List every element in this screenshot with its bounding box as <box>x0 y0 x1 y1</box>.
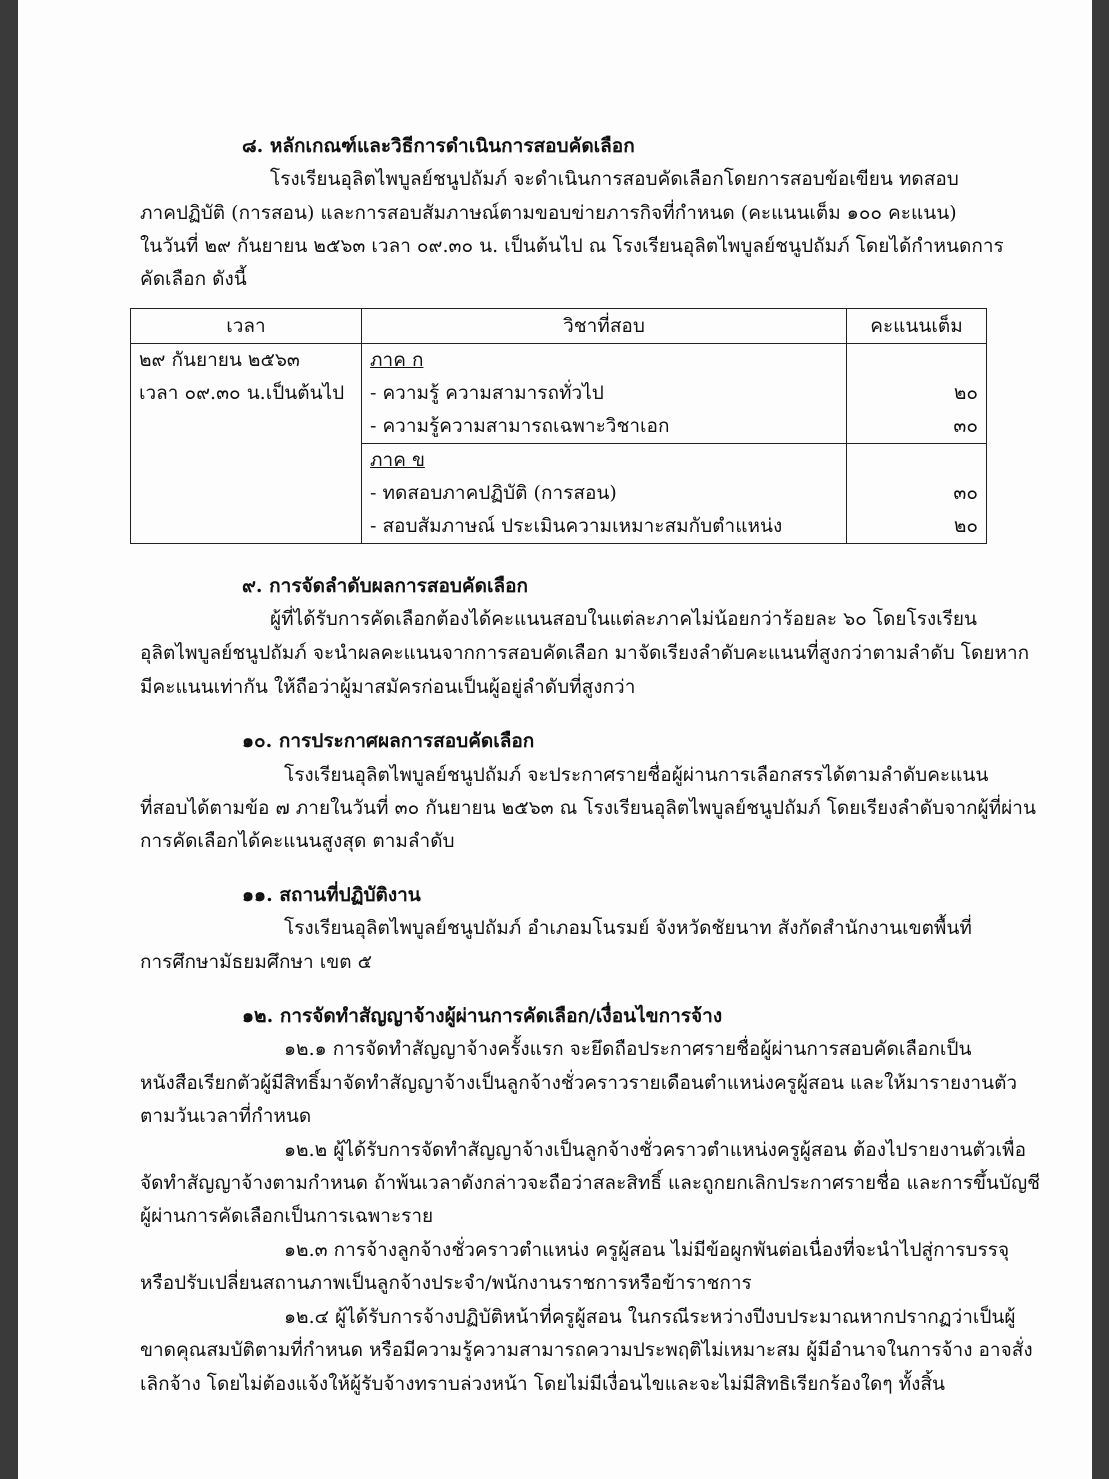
part-b-subject: - ทดสอบภาคปฏิบัติ (การสอน) <box>370 482 617 504</box>
section-12-line: ผู้ผ่านการคัดเลือกเป็นการเฉพาะราย <box>140 1205 434 1227</box>
header-subject: วิชาที่สอบ <box>362 309 847 344</box>
part-a-subject: - ความรู้ความสามารถเฉพาะวิชาเอก <box>370 415 670 437</box>
section-12-line: เลิกจ้าง โดยไม่ต้องแจ้งให้ผู้รับจ้างทราบล่วงหน้า โดยไม่มีเงื่อนไขและจะไม่มีสิทธิเรียกร้องใดๆ ทั้งสิ้น <box>140 1373 945 1395</box>
section-8-heading: ๘. หลักเกณฑ์และวิธีการดำเนินการสอบคัดเลือก <box>242 135 635 157</box>
document-page <box>18 0 1092 1479</box>
section-8-line: โรงเรียนอุลิตไพบูลย์ชนูปถัมภ์ จะดำเนินการสอบคัดเลือกโดยการสอบข้อเขียน ทดสอบ <box>270 168 959 190</box>
section-12-line: ๑๒.๑ การจัดทำสัญญาจ้างครั้งแรก จะยึดถือประกาศรายชื่อผู้ผ่านการสอบคัดเลือกเป็น <box>284 1038 972 1060</box>
section-12-line: จัดทำสัญญาจ้างตามกำหนด ถ้าพ้นเวลาดังกล่าวจะถือว่าสละสิทธิ์ และถูกยกเลิกประกาศรายชื่อ และการขึ้นบัญชี <box>140 1172 1041 1194</box>
section-9-line: อุลิตไพบูลย์ชนูปถัมภ์ จะนำผลคะแนนจากการสอบคัดเลือก มาจัดเรียงลำดับคะแนนที่สูงกว่าตามลำดับ โดยหาก <box>140 642 1030 664</box>
exam-schedule-table <box>130 308 987 544</box>
section-10-heading: ๑๐. การประกาศผลการสอบคัดเลือก <box>242 730 535 752</box>
score-cell-b <box>847 444 987 544</box>
part-a-title: ภาค ก <box>370 349 424 371</box>
section-11-heading: ๑๑. สถานที่ปฏิบัติงาน <box>242 884 421 906</box>
part-b-score: ๓๐ <box>953 482 978 504</box>
section-12-line: ๑๒.๔ ผู้ได้รับการจ้างปฏิบัติหน้าที่ครูผู้สอน ในกรณีระหว่างปีงบประมาณหากปรากฏว่าเป็นผู้ <box>284 1306 1016 1328</box>
time-cell <box>131 344 362 544</box>
section-8-line: ภาคปฏิบัติ (การสอน) และการสอบสัมภาษณ์ตามขอบข่ายภารกิจที่กำหนด (คะแนนเต็ม ๑๐๐ คะแนน) <box>140 202 957 224</box>
section-8-line: คัดเลือก ดังนี้ <box>140 268 247 290</box>
section-11-line: การศึกษามัธยมศึกษา เขต ๕ <box>140 951 372 973</box>
part-a-score: ๓๐ <box>953 415 978 437</box>
part-a-subject: - ความรู้ ความสามารถทั่วไป <box>370 382 604 404</box>
section-10-line: ที่สอบได้ตามข้อ ๗ ภายในวันที่ ๓๐ กันยายน ๒๕๖๓ ณ โรงเรียนอุลิตไพบูลย์ชนูปถัมภ์ โดยเรียงลำดับจากผู้ที่ผ่าน <box>140 797 1036 819</box>
section-8-line: ในวันที่ ๒๙ กันยายน ๒๕๖๓ เวลา ๐๙.๓๐ น. เป็นต้นไป ณ โรงเรียนอุลิตไพบูลย์ชนูปถัมภ์ โดยได้กำหนดการ <box>140 235 1004 257</box>
subject-cell-b <box>362 444 847 544</box>
section-12-line: ขาดคุณสมบัติตามที่กำหนด หรือมีความรู้ความสามารถความประพฤติไม่เหมาะสม ผู้มีอำนาจในการจ้าง อาจสั่ง <box>140 1339 1033 1361</box>
section-12-line: ๑๒.๒ ผู้ได้รับการจัดทำสัญญาจ้างเป็นลูกจ้างชั่วคราวตำแหน่งครูผู้สอน ต้องไปรายงานตัวเพื่อ <box>284 1139 1026 1161</box>
part-b-score: ๒๐ <box>953 515 978 537</box>
section-11-line: โรงเรียนอุลิตไพบูลย์ชนูปถัมภ์ อำเภอมโนรมย์ จังหวัดชัยนาท สังกัดสำนักงานเขตพื้นที่ <box>284 917 972 939</box>
section-10-line: การคัดเลือกได้คะแนนสูงสุด ตามลำดับ <box>140 830 455 852</box>
section-12-line: ๑๒.๓ การจ้างลูกจ้างชั่วคราวตำแหน่ง ครูผู้สอน ไม่มีข้อผูกพันต่อเนื่องที่จะนำไปสู่การบรรจุ <box>284 1239 1010 1261</box>
section-12-heading: ๑๒. การจัดทำสัญญาจ้างผู้ผ่านการคัดเลือก/เงื่อนไขการจ้าง <box>242 1005 723 1027</box>
time-start: เวลา ๐๙.๓๐ น.เป็นต้นไป <box>139 382 345 404</box>
part-b-title: ภาค ข <box>370 449 425 471</box>
section-9-line: มีคะแนนเท่ากัน ให้ถือว่าผู้มาสมัครก่อนเป็นผู้อยู่ลำดับที่สูงกว่า <box>140 676 636 698</box>
header-score: คะแนนเต็ม <box>847 309 987 344</box>
table-row-part-a <box>131 344 987 444</box>
time-date: ๒๙ กันยายน ๒๕๖๓ <box>139 349 300 371</box>
table-header-row <box>131 309 987 344</box>
section-12-line: ตามวันเวลาที่กำหนด <box>140 1105 312 1127</box>
section-10-line: โรงเรียนอุลิตไพบูลย์ชนูปถัมภ์ จะประกาศรายชื่อผู้ผ่านการเลือกสรรได้ตามลำดับคะแนน <box>284 764 989 786</box>
part-a-score: ๒๐ <box>953 382 978 404</box>
part-b-subject: - สอบสัมภาษณ์ ประเมินความเหมาะสมกับตำแหน่ง <box>370 515 783 537</box>
section-12-line: หนังสือเรียกตัวผู้มีสิทธิ์มาจัดทำสัญญาจ้างเป็นลูกจ้างชั่วคราวรายเดือนตำแหน่งครูผู้สอน และให้มารายงานตัว <box>140 1072 1018 1094</box>
section-9-line: ผู้ที่ได้รับการคัดเลือกต้องได้คะแนนสอบในแต่ละภาคไม่น้อยกว่าร้อยละ ๖๐ โดยโรงเรียน <box>270 608 977 630</box>
section-9-heading: ๙. การจัดลำดับผลการสอบคัดเลือก <box>242 575 529 597</box>
score-cell-a <box>847 344 987 444</box>
header-time: เวลา <box>131 309 362 344</box>
section-12-line: หรือปรับเปลี่ยนสถานภาพเป็นลูกจ้างประจำ/พนักงานราชการหรือข้าราชการ <box>140 1272 752 1294</box>
subject-cell-a <box>362 344 847 444</box>
